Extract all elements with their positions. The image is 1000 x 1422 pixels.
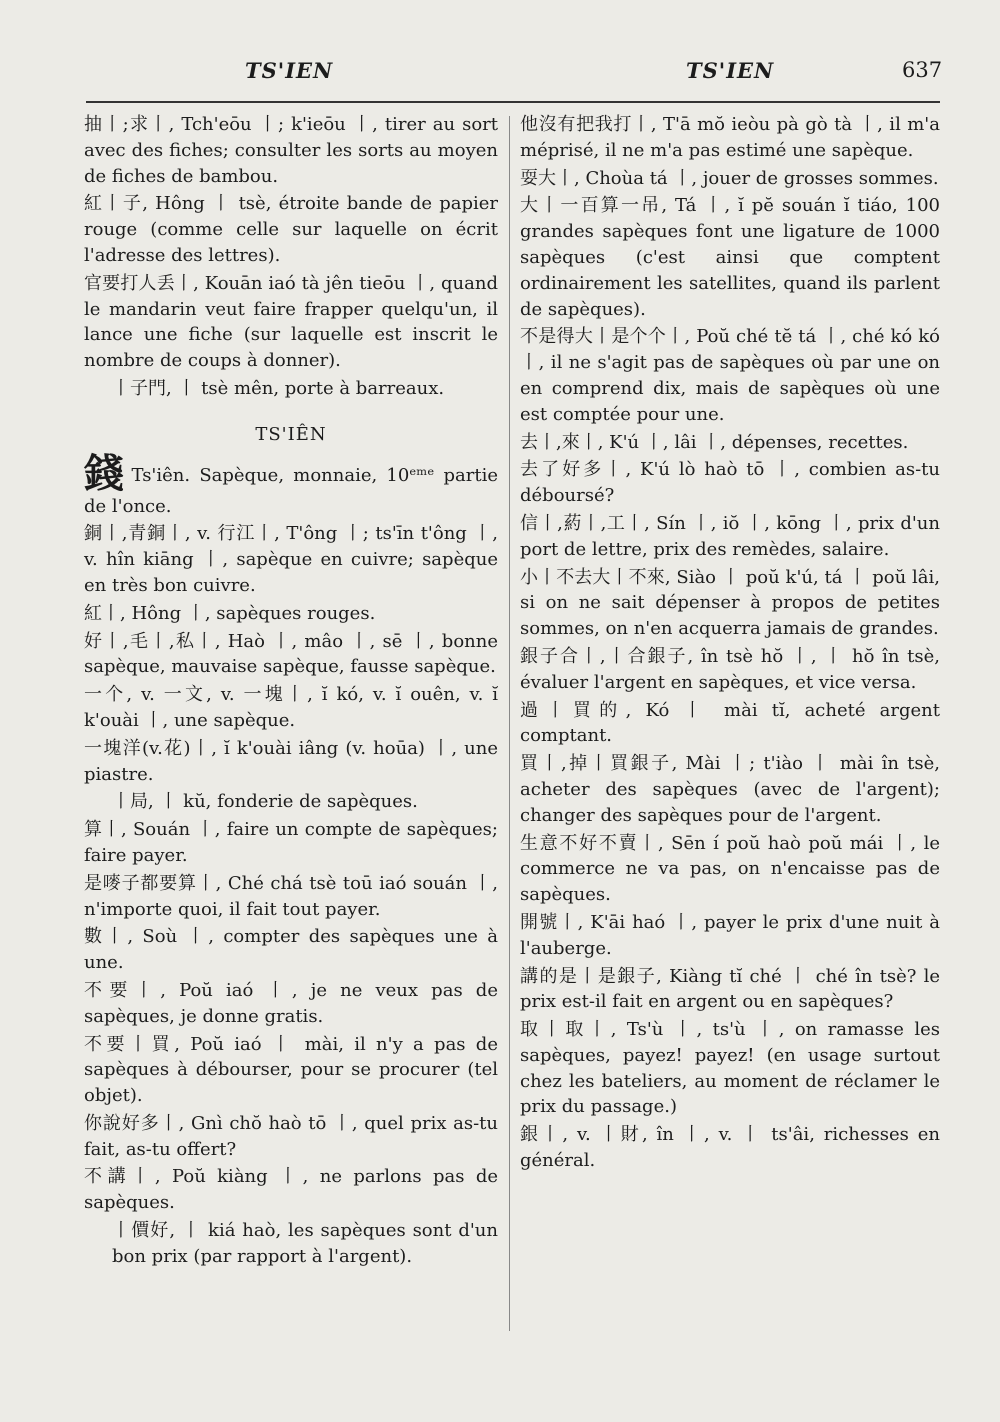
dictionary-entry: 開號丨, K'āi haó 丨, payer le prix d'une nuit à l'auberge. (520, 911, 940, 959)
dictionary-entry: 不要丨買, Poŭ iaó 丨 mài, il n'y a pas de sapèques à débourser, pour se procurer (tel objet). (84, 1033, 498, 1107)
running-header-right: TS'IEN (686, 58, 775, 83)
dictionary-entry: 你說好多丨, Gnì chŏ haò tō 丨, quel prix as-tu fait, as-tu offert? (84, 1112, 498, 1160)
dictionary-entry: 不是得大丨是个个丨, Poŭ ché tĕ tá 丨, ché kó kó 丨, il ne s'agit pas de sapèques où par une on en comprend dix, mais de sapèques où une est comptée pour une. (520, 326, 940, 425)
headword-definition: Ts'iên. Sapèque, monnaie, 10ᵉᵐᵉ partie de l'once. (84, 464, 499, 517)
dictionary-entry: 好丨,毛丨,私丨, Haò 丨, mâo 丨, sē 丨, bonne sapèque, mauvaise sapèque, fausse sapèque. (84, 630, 498, 678)
dictionary-entry: 耍大丨, Choùa tá 丨, jouer de grosses sommes. (520, 167, 939, 189)
dictionary-entry: 買丨,掉丨買銀子, Mài 丨; t'iào 丨 mài în tsè, acheter des sapèques (avec de l'argent); changer des sapèques pour de l'argent. (520, 753, 940, 826)
header-rule (86, 101, 940, 103)
dictionary-entry: 大丨一百算一吊, Tá 丨, ĭ pĕ souán ĭ tiáo, 100 grandes sapèques font une ligature de 1000 sapèques (c'est ainsi que comptent ordinairement les satellites, quand ils parlent de sapèques). (520, 195, 940, 320)
dictionary-entry: 丨子門, 丨 tsè mên, porte à barreaux. (112, 377, 445, 399)
dictionary-entry: 小丨不去大丨不來, Siào 丨 poŭ k'ú, tá 丨 poŭ lâi, si on ne sait dépenser à propos de petites sommes, on n'en acquerra jamais de grandes. (520, 566, 940, 640)
dictionary-entry: 去丨,來丨, K'ú 丨, lâi 丨, dépenses, recettes. (520, 431, 909, 453)
dictionary-entry: 取丨取丨, Ts'ù 丨, ts'ù 丨, on ramasse les sapèques, payez! payez! (en usage surtout chez les bateliers, au moment de réclamer le prix du passage.) (520, 1019, 940, 1118)
headword-entry (84, 450, 499, 520)
dictionary-entry: 紅丨子, Hông 丨 tsè, étroite bande de papier rouge (comme celle sur laquelle on écrit l'adresse des lettres). (84, 193, 498, 266)
dictionary-entry: 丨價好, 丨 kiá haò, les sapèques sont d'un bon prix (par rapport à l'argent). (112, 1220, 498, 1267)
dictionary-entry: 算丨, Souán 丨, faire un compte de sapèques; faire payer. (84, 819, 498, 866)
dictionary-entry: 一塊洋(v.花)丨, ĭ k'ouài iâng (v. hoūa) 丨, une piastre. (84, 737, 498, 785)
right-column (520, 112, 940, 1176)
dictionary-entry: 官要打人丢丨, Kouān iaó tà jên tieōu 丨, quand le mandarin veut faire frapper quelqu'un, il lance une fiche (sur laquelle est inscrit le nombre de coups à donner). (84, 272, 498, 372)
dictionary-entry: 講的是丨是銀子, Kiàng tĭ ché 丨 ché în tsè? le prix est-il fait en argent ou en sapèques? (520, 965, 940, 1013)
dictionary-entry: 數丨, Soù 丨, compter des sapèques une à une. (84, 926, 498, 974)
column-divider (509, 116, 510, 1331)
dictionary-entry: 不要丨, Poŭ iaó 丨, je ne veux pas de sapèques, je donne gratis. (84, 979, 498, 1027)
dictionary-entry: 去了好多丨, K'ú lò haò tō 丨, combien as-tu déboursé? (520, 459, 940, 507)
dictionary-entry: 一个, v. 一文, v. 一塊丨, ĭ kó, v. ĭ ouên, v. ĭ k'ouài 丨, une sapèque. (84, 684, 498, 731)
dictionary-entry: 銅丨,青銅丨, v. 行江丨, T'ông 丨; ts'īn t'ông 丨, v. hîn kiāng 丨, sapèque en cuivre; sapèque en très bon cuivre. (84, 523, 498, 596)
dictionary-entry: 銀子合丨,丨合銀子, în tsè hŏ 丨, 丨 hŏ în tsè, évaluer l'argent en sapèques, et vice versa. (520, 645, 940, 693)
page-number: 637 (902, 58, 943, 82)
dictionary-entry: 銀丨, v. 丨財, în 丨, v. 丨 ts'âi, richesses en général. (520, 1124, 940, 1172)
dictionary-entry: 是嘜子都要算丨, Ché chá tsè toū iaó souán 丨, n'importe quoi, il fait tout payer. (84, 872, 498, 920)
dictionary-entry: 不講丨, Poŭ kiàng 丨, ne parlons pas de sapèques. (84, 1166, 498, 1214)
dictionary-entry: 紅丨, Hông 丨, sapèques rouges. (84, 602, 376, 624)
left-column (84, 112, 498, 1272)
dictionary-entry: 丨局, 丨 kŭ, fonderie de sapèques. (112, 791, 418, 813)
dictionary-entry: 過丨買的, Kó 丨 mài tĭ, acheté argent comptant. (520, 699, 940, 747)
dictionary-entry: 抽丨;求丨, Tch'eōu 丨; k'ieōu 丨, tirer au sort avec des fiches; consulter les sorts au moyen de fiches de bambou. (84, 114, 498, 187)
section-title: TS'IÊN (255, 423, 327, 445)
dictionary-entry: 生意不好不賣丨, Sēn í poŭ haò poŭ mái 丨, le commerce ne va pas, on n'encaisse pas de sapèques. (520, 832, 940, 906)
headword-character: 錢 (84, 450, 128, 497)
running-header-left: TS'IEN (245, 58, 334, 83)
dictionary-entry: 他沒有把我打丨, T'ā mŏ ieòu pà gò tà 丨, il m'a méprisé, il ne m'a pas estimé une sapèque. (520, 114, 940, 161)
dictionary-entry: 信丨,葯丨,工丨, Sín 丨, iŏ 丨, kōng 丨, prix d'un port de lettre, prix des remèdes, salaire. (520, 512, 940, 560)
